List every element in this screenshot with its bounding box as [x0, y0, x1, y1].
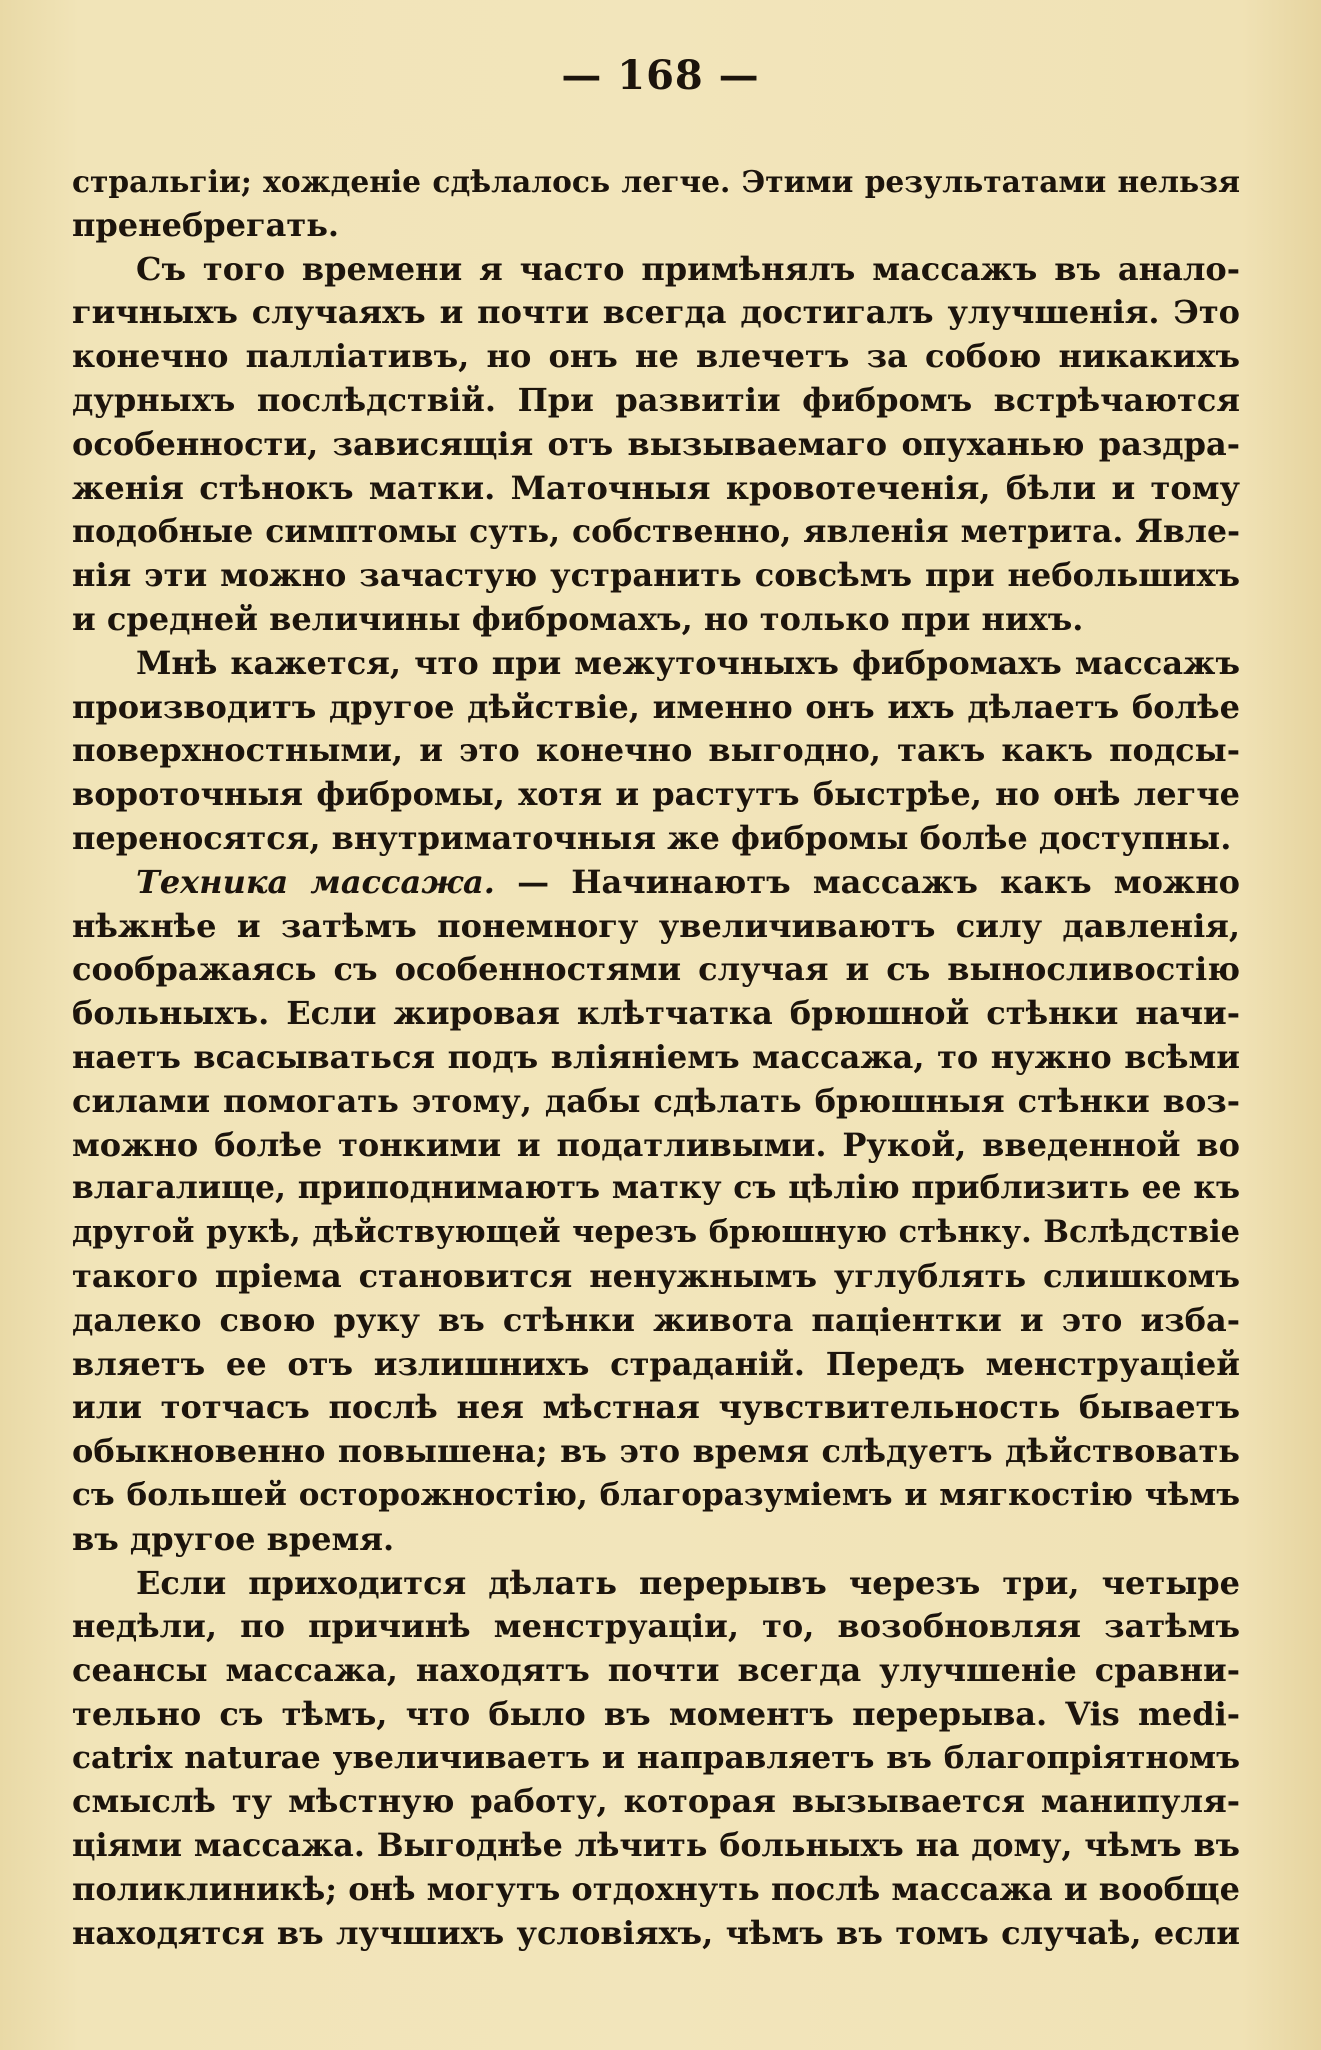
text-line: нѣжнѣе и затѣмъ понемногу увеличиваютъ силу давленія, [72, 906, 1240, 945]
text-line: пренебрегать. [72, 205, 340, 244]
text-body [72, 160, 1240, 1956]
text-line: Съ того времени я часто примѣнялъ массажъ въ анало- [136, 249, 1240, 288]
text-line: больныхъ. Если жировая клѣтчатка брюшной стѣнки начи- [72, 994, 1240, 1033]
text-line: и средней величины фибромахъ, но только при нихъ. [72, 599, 1084, 638]
text-line: тельно съ тѣмъ, что было въ моментъ перерыва. Vis medi- [72, 1694, 1240, 1733]
text-line: влагалище, приподнимаютъ матку съ цѣлію приблизить ее къ [72, 1170, 1240, 1207]
section-heading: Техника массажа. [136, 862, 495, 901]
text-line: Если приходится дѣлать перерывъ черезъ три, четыре [136, 1563, 1240, 1602]
text-line: нія эти можно зачастую устранить совсѣмъ при небольшихъ [72, 556, 1240, 595]
text-line: наетъ всасываться подъ вліяніемъ массажа, то нужно всѣми [72, 1037, 1240, 1076]
text-line: поликлиникѣ; онѣ могутъ отдохнуть послѣ массажа и вообще [72, 1870, 1240, 1909]
text-line: недѣли, по причинѣ менструаціи, то, возобновляя затѣмъ [72, 1607, 1240, 1646]
text-line: переносятся, внутриматочныя же фибромы болѣе доступны. [72, 818, 1232, 857]
text-line-section-heading [72, 861, 1240, 905]
text-line: гичныхъ случаяхъ и почти всегда достигалъ улучшенія. Это [72, 293, 1240, 332]
text-line: или тотчасъ послѣ нея мѣстная чувствительность бываетъ [72, 1388, 1240, 1427]
text-line: особенности, зависящія отъ вызываемаго опуханью раздра- [72, 424, 1240, 463]
text-line: подобные симптомы суть, собственно, явленія метрита. Явле- [72, 513, 1240, 551]
text-line: соображаясь съ особенностями случая и съ выносливостію [72, 950, 1240, 989]
text-line: стральгіи; хожденіе сдѣлалось легче. Этими результатами нельзя [72, 164, 1240, 199]
text-line: смыслѣ ту мѣстную работу, которая вызывается манипуля- [72, 1782, 1240, 1821]
text-line: другой рукѣ, дѣйствующей черезъ брюшную стѣнку. Вслѣдствіе [72, 1214, 1240, 1251]
text-line: Мнѣ кажется, что при межуточныхъ фибромахъ массажъ [136, 643, 1240, 682]
text-run: — Начинаютъ массажъ какъ можно [494, 862, 1241, 901]
text-line: женія стѣнокъ матки. Маточныя кровотеченія, бѣли и тому [72, 468, 1240, 507]
text-line: производитъ другое дѣйствіе, именно онъ ихъ дѣлаетъ болѣе [72, 687, 1240, 726]
text-line: такого пріема становится ненужнымъ углублять слишкомъ [72, 1256, 1240, 1295]
text-line: поверхностными, и это конечно выгодно, такъ какъ подсы- [72, 731, 1240, 770]
text-line: силами помогать этому, дабы сдѣлать брюшныя стѣнки воз- [72, 1081, 1240, 1120]
text-line: съ большей осторожностію, благоразуміемъ и мягкостію чѣмъ [72, 1476, 1240, 1513]
text-line: вороточныя фибромы, хотя и растутъ быстрѣе, но онѣ легче [72, 775, 1240, 814]
text-line: вляетъ ее отъ излишнихъ страданій. Передъ менструаціей [72, 1344, 1240, 1383]
text-line: дурныхъ послѣдствій. При развитіи фибромъ встрѣчаются [72, 380, 1240, 419]
text-line: находятся въ лучшихъ условіяхъ, чѣмъ въ томъ случаѣ, если [72, 1913, 1240, 1952]
text-line: въ другое время. [72, 1519, 395, 1558]
text-line: обыкновенно повышена; въ это время слѣдуетъ дѣйствовать [72, 1432, 1240, 1471]
page-number: — 168 — [561, 52, 760, 99]
text-line: далеко свою руку въ стѣнки живота паціентки и это изба- [72, 1300, 1240, 1339]
text-line: catrix naturae увеличиваетъ и направляетъ въ благопріятномъ [72, 1739, 1240, 1776]
text-line: ціями массажа. Выгоднѣе лѣчить больныхъ на дому, чѣмъ въ [72, 1827, 1240, 1865]
text-line: можно болѣе тонкими и податливыми. Рукой, введенной во [72, 1125, 1240, 1164]
text-line: сеансы массажа, находятъ почти всегда улучшеніе сравни- [72, 1651, 1240, 1690]
text-line: конечно палліативъ, но онъ не влечетъ за собою никакихъ [72, 337, 1240, 376]
